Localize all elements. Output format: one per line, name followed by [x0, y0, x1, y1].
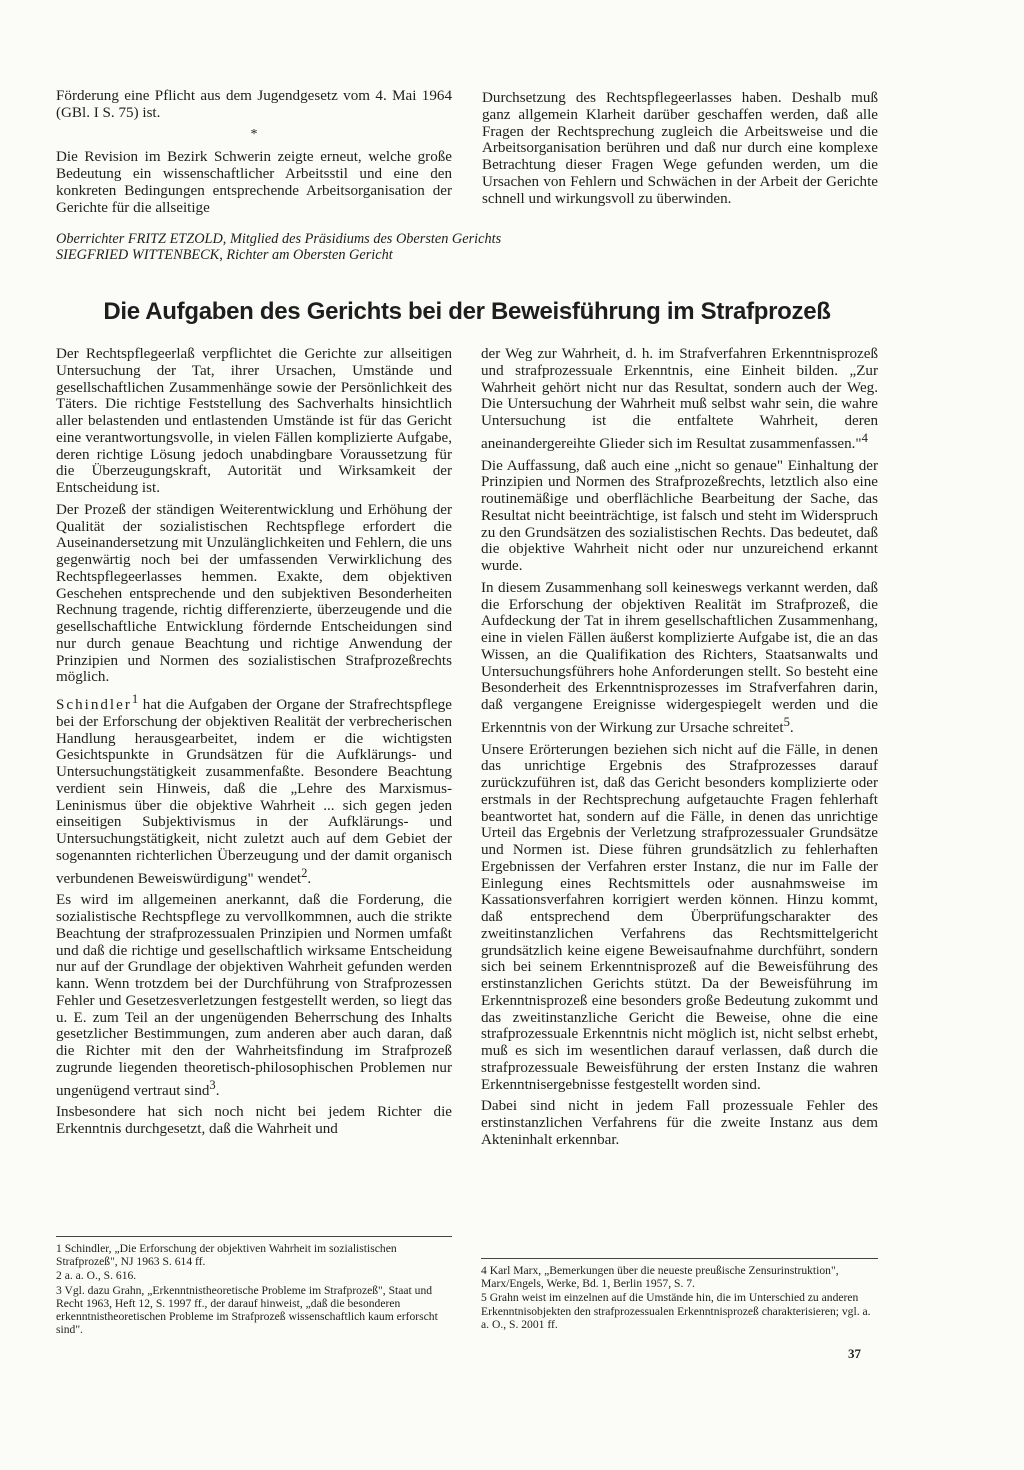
paragraph — [56, 691, 452, 887]
paragraph: Durchsetzung des Rechtspflegeerlasses haben. Deshalb muß ganz allgemein Klarheit darüber geschaffen werden, daß alle Fragen der Rechtsprechung zugleich die Arbeitsweise und die Arbeitsorganisation berühren und daß nur durch eine komplexe Betrachtung dieser Fragen Wege gefunden werden, um die Ursachen von Fehlern und Schwächen in der Arbeit der Gerichte schnell und wirkungsvoll zu überwinden. — [482, 90, 878, 207]
paragraph: Förderung eine Pflicht aus dem Jugendgesetz vom 4. Mai 1964 (GBl. I S. 75) ist. — [56, 88, 452, 121]
footnote: 1 Schindler, „Die Erforschung der objektiven Wahrheit im sozialistischen Strafprozeß", NJ 1963 S. 614 ff. — [56, 1242, 397, 1269]
paragraph: Insbesondere hat sich noch nicht bei jedem Richter die Erkenntnis durchgesetzt, daß die Wahrheit und — [56, 1104, 452, 1138]
footnote-ref: 1 — [131, 692, 139, 706]
footnote: 5 Grahn weist im einzelnen auf die Umstände hin, die im Unterschied zu anderen Erkenntnisobjekten den strafprozessualen Erkenntnisprozeß charakterisieren; vgl. a. a. O., S. 2001 ff. — [481, 1291, 871, 1331]
paragraph: Die Revision im Bezirk Schwerin zeigte erneut, welche große Bedeutung ein wissenschaftlicher Arbeitsstil und eine den konkreten Bedingungen entsprechende Arbeitsorganisation der Gerichte für die allseitige — [56, 149, 452, 216]
footnote: 4 Karl Marx, „Bemerkungen über die neueste preußische Zensurinstruktion", Marx/Engels, Werke, Bd. 1, Berlin 1957, S. 7. — [481, 1264, 839, 1291]
author-line: SIEGFRIED WITTENBECK, Richter am Obersten Gericht — [56, 247, 393, 263]
paragraph-text: Es wird im allgemeinen anerkannt, daß die Forderung, die sozialistische Rechtspflege zu vervollkommnen, auch die strikte Beachtung der strafprozessualen Prinzipien und Normen umfaßt und daß die richtige und gesellschaftlich wirksame Entscheidung nur auf der Grundlage der objektiven Wahrheit gefunden werden kann. Wenn trotzdem bei der Durchführung von Strafprozessen Fehler und Gesetzesverletzungen festgestellt werden, so liegt das u. E. zum Teil an der ungenügenden Beherrschung des Inhalts gesetzlicher Bestimmungen, zum anderen aber auch daran, daß die Richter mit den der Wahrheitsfindung im Strafprozeß zugrunde liegenden theoretisch-philosophischen Problemen nur ungenügend vertraut sind — [56, 892, 452, 1099]
paragraph-text: . — [307, 870, 312, 887]
footnote-ref: 2 — [301, 865, 308, 880]
footnote: 2 a. a. O., S. 616. — [56, 1269, 137, 1283]
paragraph — [481, 346, 878, 453]
article-column-right — [481, 346, 878, 1154]
article-column-left — [56, 346, 452, 1143]
paragraph — [481, 580, 878, 737]
paragraph-text: der Weg zur Wahrheit, d. h. im Strafverfahren Erkenntnisprozeß und strafprozessuale Erkenntnis, eine Einheit bilden. „Zur Wahrheit gehört nicht nur das Resultat, sondern auch der Weg. Die Untersuchung der Wahrheit muß selbst wahr sein, die wahre Untersuchung ist die entfaltete Wahrheit, deren aneinandergereihte Glieder sich im Resultat zusammenfassen." — [481, 346, 878, 452]
footnote-ref: 4 — [861, 430, 868, 445]
paragraph-text: hat die Aufgaben der Organe der Strafrechtspflege bei der Erforschung der objektiven Realität der verbrecherischen Handlung herausgearbeitet, indem er die wichtigsten Gesichtspunkte in Grundsätzen für die Aufklärungs- und Untersuchungstätigkeit zusammenfaßte. Besondere Beachtung verdient sein Hinweis, daß die „Lehre des Marxismus-Leninismus über die objektive Wahrheit ... sich gegen jeden einseitigen Subjektivismus in der Aufklärungs- und Untersuchungstätigkeit, nicht zuletzt auch auf dem Gebiet der sogenannten richterlichen Überzeugung und der damit organisch verbundenen Beweiswürdigung" wendet — [56, 697, 452, 887]
paragraph: Unsere Erörterungen beziehen sich nicht auf die Fälle, in denen das unrichtige Ergebnis des Strafprozesses darauf zurückzuführen ist, daß das Gericht besonders komplizierte oder erstmals in der Rechtsprechung aufgetauchte Fragen fehlerhaft beantwortet hat, sondern auf die Fälle, in denen das unrichtige Urteil das Ergebnis der Verletzung strafprozessualer Grundsätze und Normen ist. Diese führen grundsätzlich zu fehlerhaften Ergebnissen der Verfahren erster Instanz, die nur im Falle der Einlegung eines Rechtsmittels oder ausnahmsweise im Kassationsverfahren korrigiert werden können. Hinzu kommt, daß entsprechend dem Überprüfungscharakter des zweitinstanzlichen Verfahrens das Rechtsmittelgericht grundsätzlich keine eigene Beweisaufnahme durchführt, sondern sich bei seinem Erkenntnisprozeß auf die Beweisführung des erstinstanzlichen Gerichts stützt. Da der Beweisführung im Erkenntnisprozeß eine besonders große Bedeutung zukommt und das zweitinstanzliche Gericht die Beweise, ohne die eine strafprozessuale Erkenntnis nicht möglich ist, nicht selbst erhebt, muß es sich im wesentlichen darauf verlassen, daß durch die strafprozessuale Beweisführung der ersten Instanz die wahren Erkenntnisergebnisse festgestellt worden sind. — [481, 741, 878, 1093]
author-reference: Schindler — [56, 697, 132, 714]
author-line: Oberrichter FRITZ ETZOLD, Mitglied des Präsidiums des Obersten Gerichts — [56, 231, 502, 247]
paragraph-text: In diesem Zusammenhang soll keineswegs verkannt werden, daß die Erforschung der objektiven Realität im Strafprozeß, die Aufdeckung der Tat in ihrem gesellschaftlichen Zusammenhang, eine in vielen Fällen äußerst komplizierte Aufgabe ist, die an das Wissen, an die Qualifikation des Richters, Staatsanwalts und Untersuchungsführers hohe Anforderungen stellt. So besteht eine Besonderheit des Erkenntnisprozesses im Strafverfahren darin, daß vergangene Ereignisse widergespiegelt werden und die Erkenntnis von der Wirkung zur Ursache schreitet — [481, 579, 878, 736]
footnotes-left — [56, 1236, 452, 1337]
article-title: Die Aufgaben des Gerichts bei der Beweisführung im Strafprozeß — [103, 298, 831, 325]
footnote-ref: 5 — [783, 714, 790, 729]
footnote: 3 Vgl. dazu Grahn, „Erkenntnistheoretische Probleme im Strafprozeß", Staat und Recht 1963, Heft 12, S. 1997 ff., der darauf hinweist, „daß die besonderen erkenntnistheoretischen Probleme im Strafprozeß wissenschaftlich kaum erforscht sind". — [56, 1283, 438, 1337]
previous-article-end-left — [56, 88, 452, 221]
footnotes-right — [481, 1258, 878, 1332]
paragraph-text: . — [215, 1082, 220, 1099]
paragraph: Dabei sind nicht in jedem Fall prozessuale Fehler des erstinstanzlichen Verfahrens für die zweite Instanz aus dem Akteninhalt erkennbar. — [481, 1098, 878, 1148]
article-authors — [56, 231, 876, 263]
section-separator: * — [250, 126, 258, 142]
paragraph — [56, 892, 452, 1099]
paragraph: Der Prozeß der ständigen Weiterentwicklung und Erhöhung der Qualität der sozialistischen Rechtspflege erfordert die Auseinandersetzung mit Unzulänglichkeiten und Fehlern, die uns gegenwärtig noch bei der umfassenden Verwirklichung des Rechtspflegeerlasses hemmen. Exakte, dem objektiven Geschehen entsprechende und den subjektiven Besonderheiten Rechnung tragende, richtig differenzierte, überzeugende und die gesellschaftliche Entwicklung fördernde Entscheidungen sind nur durch genaue Beachtung und richtige Anwendung der Prinzipien und Normen des sozialistischen Strafprozeßrechts möglich. — [56, 501, 452, 686]
footnote-ref: 3 — [209, 1077, 216, 1092]
paragraph-text: . — [789, 719, 794, 736]
paragraph: Der Rechtspflegeerlaß verpflichtet die Gerichte zur allseitigen Untersuchung der Tat, ihrer Ursachen, Umstände und gesellschaftlichen Zusammenhänge sowie der Persönlichkeit des Täters. Die richtige Feststellung des Sachverhalts hinsichtlich aller belastenden und entlastenden Umstände ist für das Gericht eine verantwortungsvolle, in vielen Fällen komplizierte Aufgabe, deren richtige Lösung jedoch unabdingbare Voraussetzung für die Überzeugungskraft, Autorität und Wirksamkeit der Entscheidung ist. — [56, 346, 452, 496]
previous-article-end-right — [482, 90, 878, 212]
page-number: 37 — [848, 1346, 861, 1361]
paragraph: Die Auffassung, daß auch eine „nicht so genaue" Einhaltung der Prinzipien und Normen des Strafprozeßrechts, letztlich also eine routinemäßige und oberflächliche Bearbeitung der Sache, das Resultat nicht beeinträchtige, ist falsch und steht im Widerspruch zu den Grundsätzen des sozialistischen Rechts. Das bedeutet, daß die objektive Wahrheit nicht oder nur unzureichend erkannt wurde. — [481, 457, 878, 575]
